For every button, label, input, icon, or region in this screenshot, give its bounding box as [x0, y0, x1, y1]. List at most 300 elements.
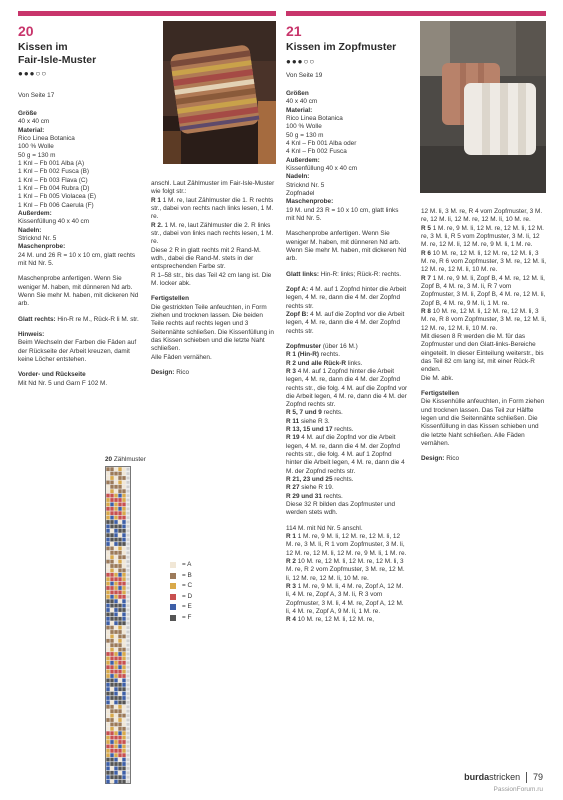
left-column-2 — [151, 180, 277, 377]
text-paragraph — [286, 558, 408, 583]
chart-cell — [106, 617, 109, 621]
chart-cell — [118, 599, 121, 603]
chart-cell — [114, 758, 117, 762]
chart-cell — [106, 701, 109, 705]
text-paragraph: 40 x 40 cm — [18, 118, 50, 126]
chart-row-marker — [127, 613, 130, 616]
chart-cell — [110, 771, 113, 775]
chart-cell — [122, 498, 125, 502]
chart-cell — [110, 696, 113, 700]
chart-cell — [118, 520, 121, 524]
legend-label: = B — [182, 571, 192, 579]
chart-cell — [122, 753, 125, 757]
chart-row-marker — [127, 521, 130, 524]
text-paragraph: anschl. Laut Zählmuster im Fair-Isle-Muster wie folgt str.: — [151, 180, 275, 196]
chart-cell — [114, 718, 117, 722]
chart-row-marker — [127, 578, 130, 581]
chart-label-number: 20 — [105, 456, 113, 463]
legend-entry — [170, 592, 230, 603]
footer-separator — [526, 772, 527, 783]
chart-cell — [118, 696, 121, 700]
chart-cell — [118, 626, 121, 630]
chart-row-marker — [127, 705, 130, 708]
chart-cell — [122, 740, 125, 744]
paragraph-lead: Design: — [421, 455, 445, 463]
from-page-left: Von Seite 17 — [18, 92, 55, 99]
text-paragraph — [286, 418, 408, 426]
chart-row-marker — [127, 701, 130, 704]
chart-cell — [118, 613, 121, 617]
chart-row-marker — [127, 727, 130, 730]
legend-label: = A — [182, 561, 192, 569]
chart-cell — [114, 472, 117, 476]
chart-cell — [114, 714, 117, 718]
chart-row-marker — [127, 507, 130, 510]
text-paragraph: Die gestrickten Teile anfeuchten, in Form ziehen und trocknen lassen. Die beiden Teile rechts auf rechts legen und 3 Seitennähte schließen. Die Kissenfüllung in das Kissen schieben und die letzte Naht schließen. — [151, 303, 274, 353]
chart-cell — [110, 503, 113, 507]
chart-cell — [114, 657, 117, 661]
text-paragraph: 24 M. und 26 R = 10 x 10 cm, glatt rechts mit Nd Nr. 5. — [18, 251, 136, 267]
chart-cell — [114, 639, 117, 643]
chart-cell — [110, 582, 113, 586]
chart-cell — [106, 507, 109, 511]
text-paragraph: 1 Knl – Fb 004 Rubra (D) — [18, 184, 90, 192]
chart-cell — [122, 551, 125, 555]
chart-cell — [106, 652, 109, 656]
chart-cell — [114, 665, 117, 669]
photo-cable-cushions — [420, 21, 546, 193]
chart-cell — [122, 507, 125, 511]
text-paragraph — [18, 316, 140, 324]
chart-cell — [110, 542, 113, 546]
chart-cell — [122, 520, 125, 524]
chart-cell — [114, 696, 117, 700]
chart-cell — [114, 547, 117, 551]
chart-cell — [106, 599, 109, 603]
chart-row-marker — [127, 604, 130, 607]
chart-cell — [122, 529, 125, 533]
text-paragraph: Stricknd Nr. 5 — [18, 234, 57, 242]
paragraph-lead: R 21, 23 und 25 — [286, 476, 333, 484]
chart-cell — [106, 582, 109, 586]
chart-cell — [106, 749, 109, 753]
text-paragraph: Nadeln: — [286, 173, 310, 181]
chart-cell — [122, 639, 125, 643]
paragraph-text: 1 M. re, 9 M. li, 12 M. re, 12 M. li, 12 M. re, 3 M. li, R 1 vom Zopfmuster, 3 M. li, 12 M. re, 12 M. li, 12 M. re, 9 M. li, 1 M. re. — [286, 533, 407, 557]
chart-cell — [106, 494, 109, 498]
chart-cell — [106, 687, 109, 691]
paragraph-text: 1 M. re, 9 M. li, 4 M. re, Zopf A, 12 M. li, 4 M. re, Zopf A, 3 M. li, R 3 vom Zopfmuster, 3 M. li, 4 M. re, Zopf A, 12 M. li, 4 M. re, Zopf A, 9 M. li, 1 M. re. — [286, 583, 404, 616]
chart-cell — [118, 467, 121, 471]
chart-cell — [110, 683, 113, 687]
text-paragraph — [286, 311, 408, 336]
chart-cell — [122, 533, 125, 537]
text-paragraph: Beim Wechseln der Farben die Fäden auf der Rückseite der Arbeit kreuzen, damit keine Löcher entstehen. — [18, 339, 137, 363]
chart-cell — [110, 657, 113, 661]
chart-cell — [122, 617, 125, 621]
chart-cell — [110, 613, 113, 617]
text-paragraph — [151, 197, 277, 222]
chart-cell — [122, 621, 125, 625]
chart-cell — [106, 714, 109, 718]
chart-cell — [118, 709, 121, 713]
chart-cell — [106, 560, 109, 564]
chart-cell — [118, 511, 121, 515]
chart-row-marker — [127, 503, 130, 506]
chart-cell — [122, 709, 125, 713]
chart-cell — [114, 525, 117, 529]
chart-cell — [110, 485, 113, 489]
chart-cell — [122, 705, 125, 709]
chart-cell — [114, 705, 117, 709]
text-paragraph — [286, 271, 408, 279]
text-paragraph — [421, 308, 546, 333]
chart-cell — [122, 775, 125, 779]
chart-cell — [118, 679, 121, 683]
chart-cell — [114, 481, 117, 485]
chart-cell — [110, 564, 113, 568]
chart-cell — [114, 762, 117, 766]
chart-cell — [106, 630, 109, 634]
chart-row-marker — [127, 771, 130, 774]
paragraph-lead: R 3 — [286, 583, 296, 591]
text-paragraph: 1 Knl – Fb 001 Alba (A) — [18, 159, 85, 167]
text-paragraph — [151, 222, 277, 247]
chart-cell — [114, 542, 117, 546]
chart-cell — [114, 683, 117, 687]
chart-cell — [118, 652, 121, 656]
legend-swatch — [170, 615, 176, 621]
paragraph-lead: R 3 — [286, 367, 296, 375]
chart-cell — [110, 736, 113, 740]
paragraph-gap — [286, 223, 408, 230]
paragraph-lead: R 2 und alle Rück-R — [286, 359, 347, 367]
chart-cell — [110, 679, 113, 683]
chart-cell — [122, 503, 125, 507]
chart-cell — [110, 661, 113, 665]
chart-cell — [114, 507, 117, 511]
chart-cell — [106, 753, 109, 757]
chart-cell — [118, 749, 121, 753]
chart-row-marker — [127, 758, 130, 761]
chart-cell — [118, 542, 121, 546]
legend-label: = D — [182, 592, 193, 600]
chart-row-marker — [127, 556, 130, 559]
chart-cell — [106, 498, 109, 502]
chart-label — [105, 456, 225, 464]
chart-cell — [114, 604, 117, 608]
chart-cell — [122, 731, 125, 735]
section-title-left — [18, 41, 96, 67]
chart-cell — [122, 692, 125, 696]
legend-swatch — [170, 604, 176, 610]
page-number: 79 — [532, 772, 543, 782]
paragraph-gap — [421, 383, 546, 390]
chart-cell — [122, 613, 125, 617]
chart-row-marker — [127, 679, 130, 682]
chart-cell — [114, 736, 117, 740]
paragraph-gap — [18, 324, 140, 331]
text-paragraph: 50 g = 130 m — [18, 151, 56, 159]
chart-cell — [114, 476, 117, 480]
chart-cell — [122, 481, 125, 485]
chart-row-marker — [127, 780, 130, 783]
left-column-1 — [18, 110, 140, 388]
chart-cell — [110, 670, 113, 674]
chart-cell — [118, 674, 121, 678]
chart-cell — [122, 736, 125, 740]
paragraph-text: rechts. — [319, 351, 340, 359]
chart-cell — [110, 467, 113, 471]
chart-cell — [122, 573, 125, 577]
from-page-right: Von Seite 19 — [286, 72, 323, 79]
chart-cell — [114, 661, 117, 665]
paragraph-lead: Zopf A: — [286, 285, 309, 293]
chart-cell — [106, 705, 109, 709]
paragraph-gap — [286, 264, 408, 271]
legend-swatch — [170, 594, 176, 600]
text-paragraph: 114 M. mit Nd Nr. 5 anschl. — [286, 524, 363, 532]
chart-cell — [118, 564, 121, 568]
section-number-left: 20 — [18, 23, 34, 39]
paragraph-gap — [421, 448, 546, 455]
chart-cell — [118, 661, 121, 665]
chart-row-marker — [127, 626, 130, 629]
text-paragraph: Größe — [18, 110, 37, 117]
chart-cell — [110, 723, 113, 727]
chart-cell — [106, 538, 109, 542]
paragraph-text: 1 M. re, 9 M. li, Zopf B, 4 M. re, 12 M. li, Zopf B, 4 M. re, 3 M. li, R 7 vom Zopfmuster, 3 M. li, Zopf B, 4 M. re, 12 M. li, Zopf B, 4 M. re, 9 M. li, 1 M. re. — [421, 274, 546, 307]
chart-cell — [118, 753, 121, 757]
chart-cell — [122, 630, 125, 634]
chart-cell — [122, 758, 125, 762]
chart-row-marker — [127, 657, 130, 660]
chart-row-marker — [127, 499, 130, 502]
chart-cell — [118, 657, 121, 661]
chart-cell — [114, 648, 117, 652]
chart-cell — [106, 679, 109, 683]
chart-cell — [118, 533, 121, 537]
colour-chart — [105, 466, 131, 784]
paragraph-lead: R 2. — [151, 221, 163, 229]
text-paragraph: Hinweis: — [18, 330, 45, 338]
text-paragraph: 1 Knl – Fb 006 Caerula (F) — [18, 201, 94, 209]
paragraph-text: (über 16 M.) — [321, 342, 358, 350]
chart-cell — [110, 476, 113, 480]
paragraph-text: 10 M. re, 12 M. li, 12 M. re, — [295, 616, 375, 624]
chart-cell — [118, 573, 121, 577]
chart-cell — [110, 621, 113, 625]
chart-cell — [122, 696, 125, 700]
chart-cell — [122, 608, 125, 612]
paragraph-text: siehe R 19. — [299, 484, 334, 492]
section-title-right: Kissen im Zopfmuster — [286, 41, 397, 53]
chart-cell — [106, 635, 109, 639]
chart-cell — [110, 608, 113, 612]
chart-cell — [118, 621, 121, 625]
chart-cell — [106, 551, 109, 555]
paragraph-text: 10 M. re, 12 M. li, 12 M. re, 12 M. li, 3 M. re, R 6 vom Zopfmuster, 3 M. re, 12 M. li, 12 M. re, 12 M. li, 10 M. re. — [421, 249, 547, 274]
text-paragraph: 100 % Wolle — [286, 123, 322, 131]
chart-cell — [118, 489, 121, 493]
text-paragraph — [286, 583, 408, 616]
paragraph-text: 4 M. auf 1 Zopfnd hinter die Arbeit legen, 4 M. re, dann die 4 M. der Zopfnd rechts str. — [286, 285, 407, 310]
chart-cell — [118, 727, 121, 731]
chart-cell — [118, 635, 121, 639]
chart-row-marker — [127, 697, 130, 700]
chart-cell — [106, 516, 109, 520]
paragraph-gap — [18, 364, 140, 371]
text-paragraph — [421, 275, 546, 308]
paragraph-lead: Glatt links: — [286, 270, 320, 278]
paragraph-text: 1 M. re, 9 M. li, 12 M. re, 12 M. li, 12 M. re, 3 M. li, R 5 vom Zopfmuster, 3 M. li, 12 M. re, 12 M. li, 12 M. re, 9 M. li, 1 M. re. — [421, 224, 544, 249]
chart-row-marker — [127, 631, 130, 634]
chart-cell — [110, 560, 113, 564]
text-paragraph: Rico Linea Botanica — [18, 134, 75, 142]
chart-row-marker — [127, 710, 130, 713]
chart-cell — [110, 674, 113, 678]
chart-cell — [110, 780, 113, 784]
chart-row-marker — [127, 485, 130, 488]
chart-cell — [110, 533, 113, 537]
chart-cell — [110, 595, 113, 599]
text-paragraph: 1 Knl – Fb 002 Fusca (B) — [18, 168, 90, 176]
chart-cell — [110, 718, 113, 722]
chart-row-marker — [127, 639, 130, 642]
chart-cell — [110, 643, 113, 647]
chart-cell — [106, 639, 109, 643]
text-paragraph: Fertigstellen — [421, 389, 459, 397]
chart-cell — [110, 665, 113, 669]
right-column-1 — [286, 90, 408, 625]
chart-cell — [110, 529, 113, 533]
chart-cell — [114, 498, 117, 502]
chart-cell — [110, 511, 113, 515]
chart-cell — [118, 577, 121, 581]
watermark: PassionForum.ru — [493, 786, 543, 793]
chart-cell — [118, 670, 121, 674]
chart-cell — [110, 494, 113, 498]
chart-cell — [106, 718, 109, 722]
chart-cell — [122, 670, 125, 674]
chart-row-marker — [127, 477, 130, 480]
chart-cell — [106, 670, 109, 674]
chart-cell — [118, 591, 121, 595]
paragraph-lead: R 2 — [286, 558, 296, 566]
chart-cell — [122, 648, 125, 652]
chart-cell — [110, 489, 113, 493]
chart-cell — [114, 643, 117, 647]
chart-cell — [106, 723, 109, 727]
paragraph-lead: R 1 (Hin-R) — [286, 351, 320, 359]
chart-cell — [110, 635, 113, 639]
chart-cell — [110, 586, 113, 590]
chart-cell — [118, 630, 121, 634]
chart-cell — [114, 555, 117, 559]
chart-row-marker — [127, 494, 130, 497]
chart-cell — [114, 727, 117, 731]
chart-row-marker — [127, 776, 130, 779]
text-paragraph — [286, 533, 408, 558]
paragraph-lead: R 1 — [286, 533, 296, 541]
text-paragraph: Material: — [286, 106, 313, 114]
chart-cell — [118, 714, 121, 718]
chart-cell — [110, 639, 113, 643]
chart-cell — [114, 723, 117, 727]
chart-cell — [114, 494, 117, 498]
chart-cell — [114, 608, 117, 612]
paragraph-text: 10 M. re, 12 M. li, 12 M. re, 12 M. li, 3 M. re, R 8 vom Zopfmuster, 3 M. re, 12 M. li, 12 M. re, 12 M. li, 10 M. re. — [421, 307, 547, 332]
chart-cell — [110, 758, 113, 762]
legend-entry — [170, 613, 230, 624]
chart-cell — [114, 753, 117, 757]
section-title-left-line1: Kissen im — [18, 41, 68, 53]
chart-cell — [106, 547, 109, 551]
text-paragraph: 50 g = 130 m — [286, 131, 324, 139]
chart-cell — [122, 727, 125, 731]
paragraph-lead: Zopf B: — [286, 310, 309, 318]
chart-cell — [114, 485, 117, 489]
chart-cell — [110, 551, 113, 555]
brand-suffix: stricken — [489, 772, 521, 782]
chart-cell — [122, 626, 125, 630]
paragraph-text: 10 M. re, 12 M. li, 12 M. re, 12 M. li, 3 M. re, R 2 vom Zopfmuster, 3 M. re, 12 M. li, 12 M. re, 12 M. li, 10 M. re. — [286, 558, 405, 582]
chart-row-marker — [127, 736, 130, 739]
chart-cell — [110, 714, 113, 718]
paragraph-gap — [286, 518, 408, 525]
chart-cell — [118, 745, 121, 749]
chart-row-marker — [127, 745, 130, 748]
chart-cell — [118, 529, 121, 533]
chart-row-marker — [127, 732, 130, 735]
paragraph-text: rechts. — [332, 476, 354, 484]
chart-cell — [110, 731, 113, 735]
chart-cell — [106, 467, 109, 471]
chart-cell — [118, 775, 121, 779]
text-paragraph — [286, 343, 408, 351]
chart-row-marker — [127, 719, 130, 722]
chart-cell — [122, 643, 125, 647]
text-paragraph: 4 Knl – Fb 001 Alba oder — [286, 139, 357, 147]
chart-cell — [118, 604, 121, 608]
paragraph-lead: Glatt rechts: — [18, 315, 56, 323]
legend-swatch — [170, 573, 176, 579]
chart-cell — [114, 692, 117, 696]
chart-cell — [106, 661, 109, 665]
cable-cushions-image — [420, 21, 546, 193]
chart-row-marker — [127, 600, 130, 603]
paragraph-gap — [286, 279, 408, 286]
page-footer — [464, 772, 543, 784]
chart-cell — [114, 767, 117, 771]
chart-cell — [118, 503, 121, 507]
chart-cell — [106, 657, 109, 661]
chart-cell — [106, 533, 109, 537]
chart-cell — [106, 727, 109, 731]
paragraph-lead: R 29 und 31 — [286, 492, 322, 500]
chart-row-marker — [127, 683, 130, 686]
chart-cell — [118, 692, 121, 696]
paragraph-text: Hin-R re M., Rück-R li M. str. — [55, 315, 139, 323]
paragraph-gap — [18, 309, 140, 316]
chart-cell — [122, 665, 125, 669]
chart-cell — [106, 745, 109, 749]
text-paragraph: Kissenfüllung 40 x 40 cm — [286, 164, 358, 172]
chart-row-marker — [127, 525, 130, 528]
chart-cell — [106, 595, 109, 599]
chart-cell — [122, 582, 125, 586]
chart-cell — [122, 762, 125, 766]
